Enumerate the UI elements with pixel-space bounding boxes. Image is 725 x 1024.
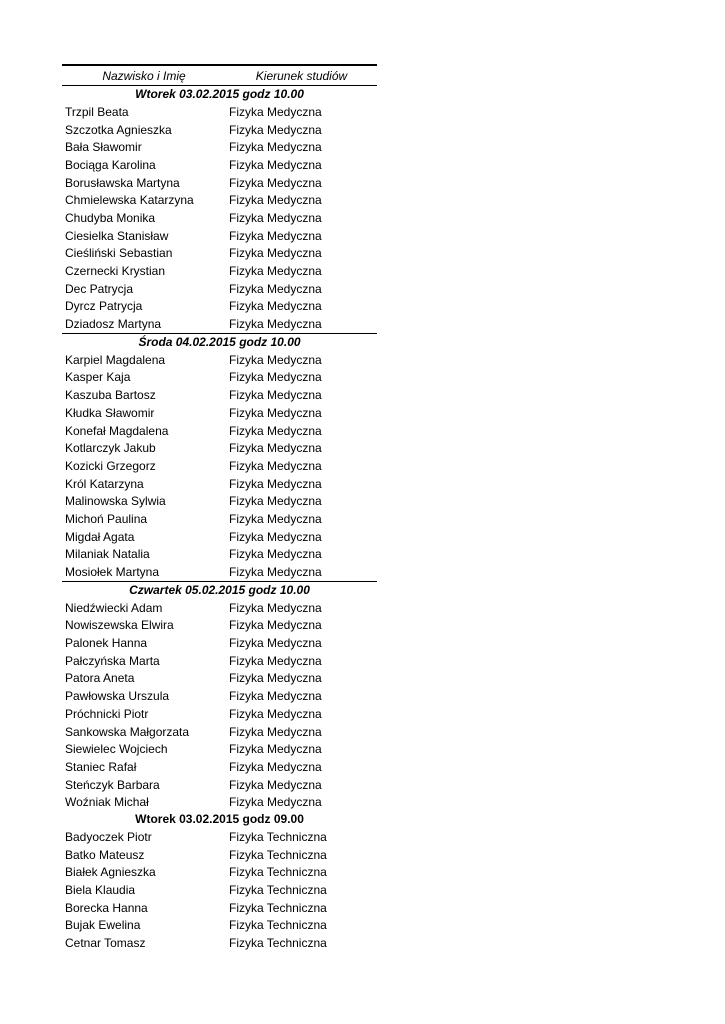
student-name: Batko Mateusz (65, 847, 145, 862)
table-row (62, 652, 377, 670)
student-name: Kotlarczyk Jakub (65, 441, 156, 456)
course-name: Fizyka Medyczna (229, 689, 322, 704)
student-name: Chmielewska Katarzyna (65, 193, 194, 208)
course-name: Fizyka Medyczna (229, 175, 322, 190)
student-name: Szczotka Agnieszka (65, 122, 172, 137)
table-row (62, 138, 377, 156)
student-name: Konefał Magdalena (65, 423, 169, 438)
student-name: Milaniak Natalia (65, 547, 150, 562)
student-name: Karpiel Magdalena (65, 352, 166, 367)
student-name: Pałczyńska Marta (65, 653, 160, 668)
schedule-table (62, 64, 377, 952)
table-row (62, 315, 377, 334)
group-rows (62, 599, 377, 811)
table-row (62, 245, 377, 263)
course-name: Fizyka Medyczna (229, 547, 322, 562)
course-name: Fizyka Medyczna (229, 193, 322, 208)
group-date-title: Wtorek 03.02.2015 godz 09.00 (135, 812, 304, 827)
table-row (62, 174, 377, 192)
table-row (62, 209, 377, 227)
student-name: Mosiołek Martyna (65, 565, 160, 580)
course-name: Fizyka Techniczna (229, 847, 327, 862)
table-row (62, 439, 377, 457)
table-row (62, 899, 377, 917)
student-name: Cieśliński Sebastian (65, 246, 173, 261)
date-group (62, 811, 377, 952)
student-name: Kłudka Sławomir (65, 405, 155, 420)
student-name: Kozicki Grzegorz (65, 458, 156, 473)
student-name: Chudyba Monika (65, 210, 156, 225)
course-name: Fizyka Medyczna (229, 636, 322, 651)
table-row (62, 828, 377, 846)
groups-container (62, 86, 377, 952)
course-name: Fizyka Medyczna (229, 388, 322, 403)
student-name: Pawłowska Urszula (65, 689, 170, 704)
student-name: Migdał Agata (65, 529, 135, 544)
table-row (62, 881, 377, 899)
table-header (62, 64, 377, 86)
student-name: Czernecki Krystian (65, 264, 166, 279)
student-name: Patora Aneta (65, 671, 135, 686)
course-name: Fizyka Medyczna (229, 157, 322, 172)
course-name: Fizyka Medyczna (229, 140, 322, 155)
table-row (62, 563, 377, 582)
course-name: Fizyka Medyczna (229, 671, 322, 686)
course-name: Fizyka Techniczna (229, 883, 327, 898)
course-name: Fizyka Medyczna (229, 246, 322, 261)
table-row (62, 103, 377, 121)
course-name: Fizyka Medyczna (229, 122, 322, 137)
course-name: Fizyka Medyczna (229, 795, 322, 810)
table-row (62, 227, 377, 245)
student-name: Sankowska Małgorzata (65, 724, 190, 739)
student-name: Michoń Paulina (65, 511, 148, 526)
course-name: Fizyka Medyczna (229, 423, 322, 438)
table-row (62, 599, 377, 617)
course-name: Fizyka Medyczna (229, 210, 322, 225)
table-row (62, 492, 377, 510)
student-name: Malinowska Sylwia (65, 494, 166, 509)
date-group (62, 582, 377, 811)
student-name: Borecka Hanna (65, 900, 148, 915)
table-row (62, 510, 377, 528)
course-name: Fizyka Techniczna (229, 900, 327, 915)
student-name: Dyrcz Patrycja (65, 299, 143, 314)
student-name: Bała Sławomir (65, 140, 142, 155)
table-row (62, 546, 377, 564)
student-name: Borusławska Martyna (65, 175, 180, 190)
table-row (62, 457, 377, 475)
course-name: Fizyka Medyczna (229, 565, 322, 580)
table-row (62, 262, 377, 280)
course-name: Fizyka Medyczna (229, 494, 322, 509)
course-name: Fizyka Medyczna (229, 441, 322, 456)
student-name: Trzpil Beata (65, 104, 129, 119)
table-row (62, 634, 377, 652)
group-date-title: Wtorek 03.02.2015 godz 10.00 (135, 87, 304, 101)
course-name: Fizyka Medyczna (229, 529, 322, 544)
student-name: Staniec Rafał (65, 759, 137, 774)
group-rows (62, 103, 377, 334)
table-row (62, 670, 377, 688)
student-name: Kaszuba Bartosz (65, 388, 156, 403)
group-rows (62, 828, 377, 952)
course-name: Fizyka Medyczna (229, 618, 322, 633)
course-name: Fizyka Medyczna (229, 281, 322, 296)
course-name: Fizyka Techniczna (229, 918, 327, 933)
student-name: Steńczyk Barbara (65, 777, 160, 792)
table-row (62, 191, 377, 209)
table-row (62, 386, 377, 404)
course-name: Fizyka Medyczna (229, 370, 322, 385)
course-name: Fizyka Medyczna (229, 600, 322, 615)
table-row (62, 369, 377, 387)
student-name: Próchnicki Piotr (65, 706, 149, 721)
date-group (62, 86, 377, 334)
date-group (62, 334, 377, 582)
table-row (62, 864, 377, 882)
student-name: Badyoczek Piotr (65, 829, 152, 844)
course-name: Fizyka Medyczna (229, 706, 322, 721)
course-column-header: Kierunek studiów (255, 68, 348, 83)
course-name: Fizyka Techniczna (229, 936, 327, 951)
student-name: Ciesielka Stanisław (65, 228, 169, 243)
student-name: Niedźwiecki Adam (65, 600, 163, 615)
table-row (62, 351, 377, 369)
student-name: Dec Patrycja (65, 281, 134, 296)
course-name: Fizyka Medyczna (229, 104, 322, 119)
course-name: Fizyka Medyczna (229, 264, 322, 279)
course-name: Fizyka Medyczna (229, 777, 322, 792)
table-row (62, 121, 377, 139)
student-name: Cetnar Tomasz (65, 936, 146, 951)
course-name: Fizyka Medyczna (229, 724, 322, 739)
course-name: Fizyka Medyczna (229, 742, 322, 757)
course-name: Fizyka Medyczna (229, 511, 322, 526)
student-name: Bujak Ewelina (65, 918, 141, 933)
group-date-title: Czwartek 05.02.2015 godz 10.00 (129, 582, 310, 597)
table-row (62, 934, 377, 952)
course-name: Fizyka Medyczna (229, 759, 322, 774)
course-name: Fizyka Medyczna (229, 405, 322, 420)
course-name: Fizyka Medyczna (229, 352, 322, 367)
table-row (62, 723, 377, 741)
table-row (62, 776, 377, 794)
student-name: Kasper Kaja (65, 370, 131, 385)
table-row (62, 793, 377, 811)
table-row (62, 705, 377, 723)
table-row (62, 475, 377, 493)
student-name: Białek Agnieszka (65, 865, 156, 880)
student-name: Siewielec Wojciech (65, 742, 168, 757)
student-name: Biela Klaudia (65, 883, 136, 898)
table-row (62, 740, 377, 758)
table-row (62, 156, 377, 174)
table-row (62, 758, 377, 776)
course-name: Fizyka Medyczna (229, 653, 322, 668)
table-row (62, 846, 377, 864)
student-name: Palonek Hanna (65, 636, 148, 651)
table-row (62, 404, 377, 422)
student-name: Bociąga Karolina (65, 157, 156, 172)
student-name: Woźniak Michał (65, 795, 149, 810)
group-date-title: Środa 04.02.2015 godz 10.00 (138, 334, 301, 349)
table-row (62, 687, 377, 705)
table-row (62, 528, 377, 546)
course-name: Fizyka Medyczna (229, 299, 322, 314)
table-row (62, 617, 377, 635)
table-row (62, 422, 377, 440)
table-row (62, 280, 377, 298)
course-name: Fizyka Techniczna (229, 829, 327, 844)
course-name: Fizyka Medyczna (229, 228, 322, 243)
course-name: Fizyka Medyczna (229, 458, 322, 473)
student-name: Dziadosz Martyna (65, 317, 162, 332)
table-row (62, 917, 377, 935)
group-rows (62, 351, 377, 582)
course-name: Fizyka Medyczna (229, 317, 322, 332)
student-name: Król Katarzyna (65, 476, 144, 491)
course-name: Fizyka Techniczna (229, 865, 327, 880)
name-column-header: Nazwisko i Imię (102, 68, 186, 83)
student-name: Nowiszewska Elwira (65, 618, 174, 633)
table-row (62, 298, 377, 316)
course-name: Fizyka Medyczna (229, 476, 322, 491)
